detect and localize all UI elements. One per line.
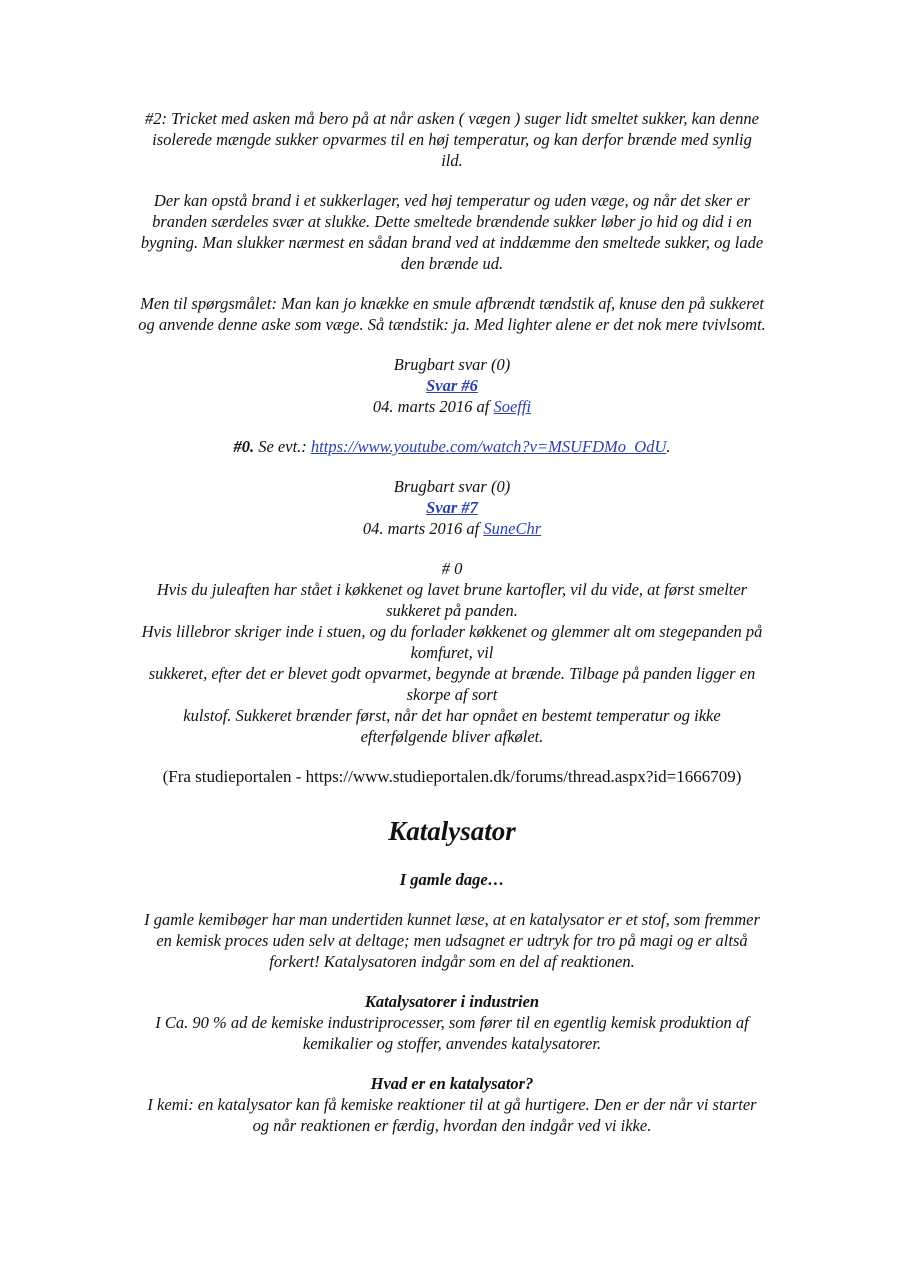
reply-6-date: 04. marts 2016 af [372, 397, 494, 416]
text-line: den brænde ud. [400, 254, 504, 273]
author-link-sunechr[interactable]: SuneChr [483, 519, 542, 538]
paragraph-sugar-fire [100, 190, 804, 274]
reply-7-meta [100, 476, 804, 539]
reference-marker: #0. [233, 437, 255, 456]
text-line: isolerede mængde sukker opvarmes til en høj temperatur, og kan derfor brænde med synlig [152, 130, 752, 149]
text-line: og anvende denne aske som væge. Så tændstik: ja. Med lighter alene er det nok mere tvivlsomt. [138, 315, 766, 334]
text-line: sukkeret på panden. [386, 601, 518, 620]
paragraph-answer-2 [100, 108, 804, 171]
text-line: en kemisk proces uden selv at deltage; men udsagnet er udtryk for tro på magi og er altså [156, 931, 748, 950]
paragraph-old-books [100, 909, 804, 972]
text-line: Hvis du juleaften har stået i køkkenet og lavet brune kartofler, vil du vide, at først smelter [156, 580, 748, 599]
subheading-industry: Katalysatorer i industrien [364, 992, 540, 1011]
see-also-text: Se evt.: [254, 437, 311, 456]
text-line: Men til spørgsmålet: Man kan jo knække en smule afbrændt tændstik af, knuse den på sukkeret [140, 294, 764, 313]
text-line: ild. [441, 151, 463, 170]
paragraph-caramel [100, 558, 804, 747]
subheading-old-days: I gamle dage… [399, 870, 505, 889]
text-line: branden særdeles svær at slukke. Dette smeltede brændende sukker løber jo hid og did i en [152, 212, 752, 231]
text-line: komfuret, vil [410, 643, 494, 662]
paragraph-question [100, 293, 804, 335]
document-page [100, 108, 804, 1155]
text-line: I Ca. 90 % ad de kemiske industriprocesser, som fører til en egentlig kemisk produktion af [155, 1013, 749, 1032]
text-line: I kemi: en katalysator kan få kemiske reaktioner til at gå hurtigere. Den er der når vi starter [147, 1095, 757, 1114]
youtube-link[interactable]: https://www.youtube.com/watch?v=MSUFDMo_OdU [310, 437, 667, 456]
text-line: Hvis lillebror skriger inde i stuen, og du forlader køkkenet og glemmer alt om stegepanden på [141, 622, 763, 641]
text-line: skorpe af sort [406, 685, 498, 704]
reply-7-link[interactable]: Svar #7 [426, 498, 478, 517]
period: . [666, 437, 671, 456]
subheading-old-days-wrap [100, 869, 804, 890]
useful-answer-count: Brugbart svar (0) [393, 355, 511, 374]
section-what-is [100, 1073, 804, 1136]
text-line: kemikalier og stoffer, anvendes katalysatorer. [302, 1034, 602, 1053]
subheading-what-is: Hvad er en katalysator? [370, 1074, 534, 1093]
text-line: #2: Tricket med asken må bero på at når asken ( vægen ) suger lidt smeltet sukker, kan denne [145, 109, 759, 128]
paragraph-video-ref [100, 436, 804, 457]
text-line: kulstof. Sukkeret brænder først, når det har opnået en bestemt temperatur og ikke [183, 706, 721, 725]
text-line: og når reaktionen er færdig, hvordan den indgår ved vi ikke. [252, 1116, 652, 1135]
text-line: I gamle kemibøger har man undertiden kunnet læse, at en katalysator er et stof, som fremmer [144, 910, 760, 929]
reply-7-date: 04. marts 2016 af [362, 519, 484, 538]
source-citation: (Fra studieportalen - https://www.studieportalen.dk/forums/thread.aspx?id=1666709) [162, 767, 742, 786]
useful-answer-count: Brugbart svar (0) [393, 477, 511, 496]
text-line: sukkeret, efter det er blevet godt opvarmet, begynde at brænde. Tilbage på panden ligger en [148, 664, 756, 683]
text-line: # 0 [441, 559, 463, 578]
reply-6-meta [100, 354, 804, 417]
reply-6-link[interactable]: Svar #6 [426, 376, 478, 395]
section-industry [100, 991, 804, 1054]
text-line: efterfølgende bliver afkølet. [360, 727, 544, 746]
text-line: forkert! Katalysatoren indgår som en del af reaktionen. [269, 952, 635, 971]
author-link-soeffi[interactable]: Soeffi [493, 397, 532, 416]
section-heading: Katalysator [388, 816, 516, 846]
text-line: Der kan opstå brand i et sukkerlager, ved høj temperatur og uden væge, og når det sker er [153, 191, 751, 210]
text-line: bygning. Man slukker nærmest en sådan brand ved at inddæmme den smeltede sukker, og lade [140, 233, 764, 252]
